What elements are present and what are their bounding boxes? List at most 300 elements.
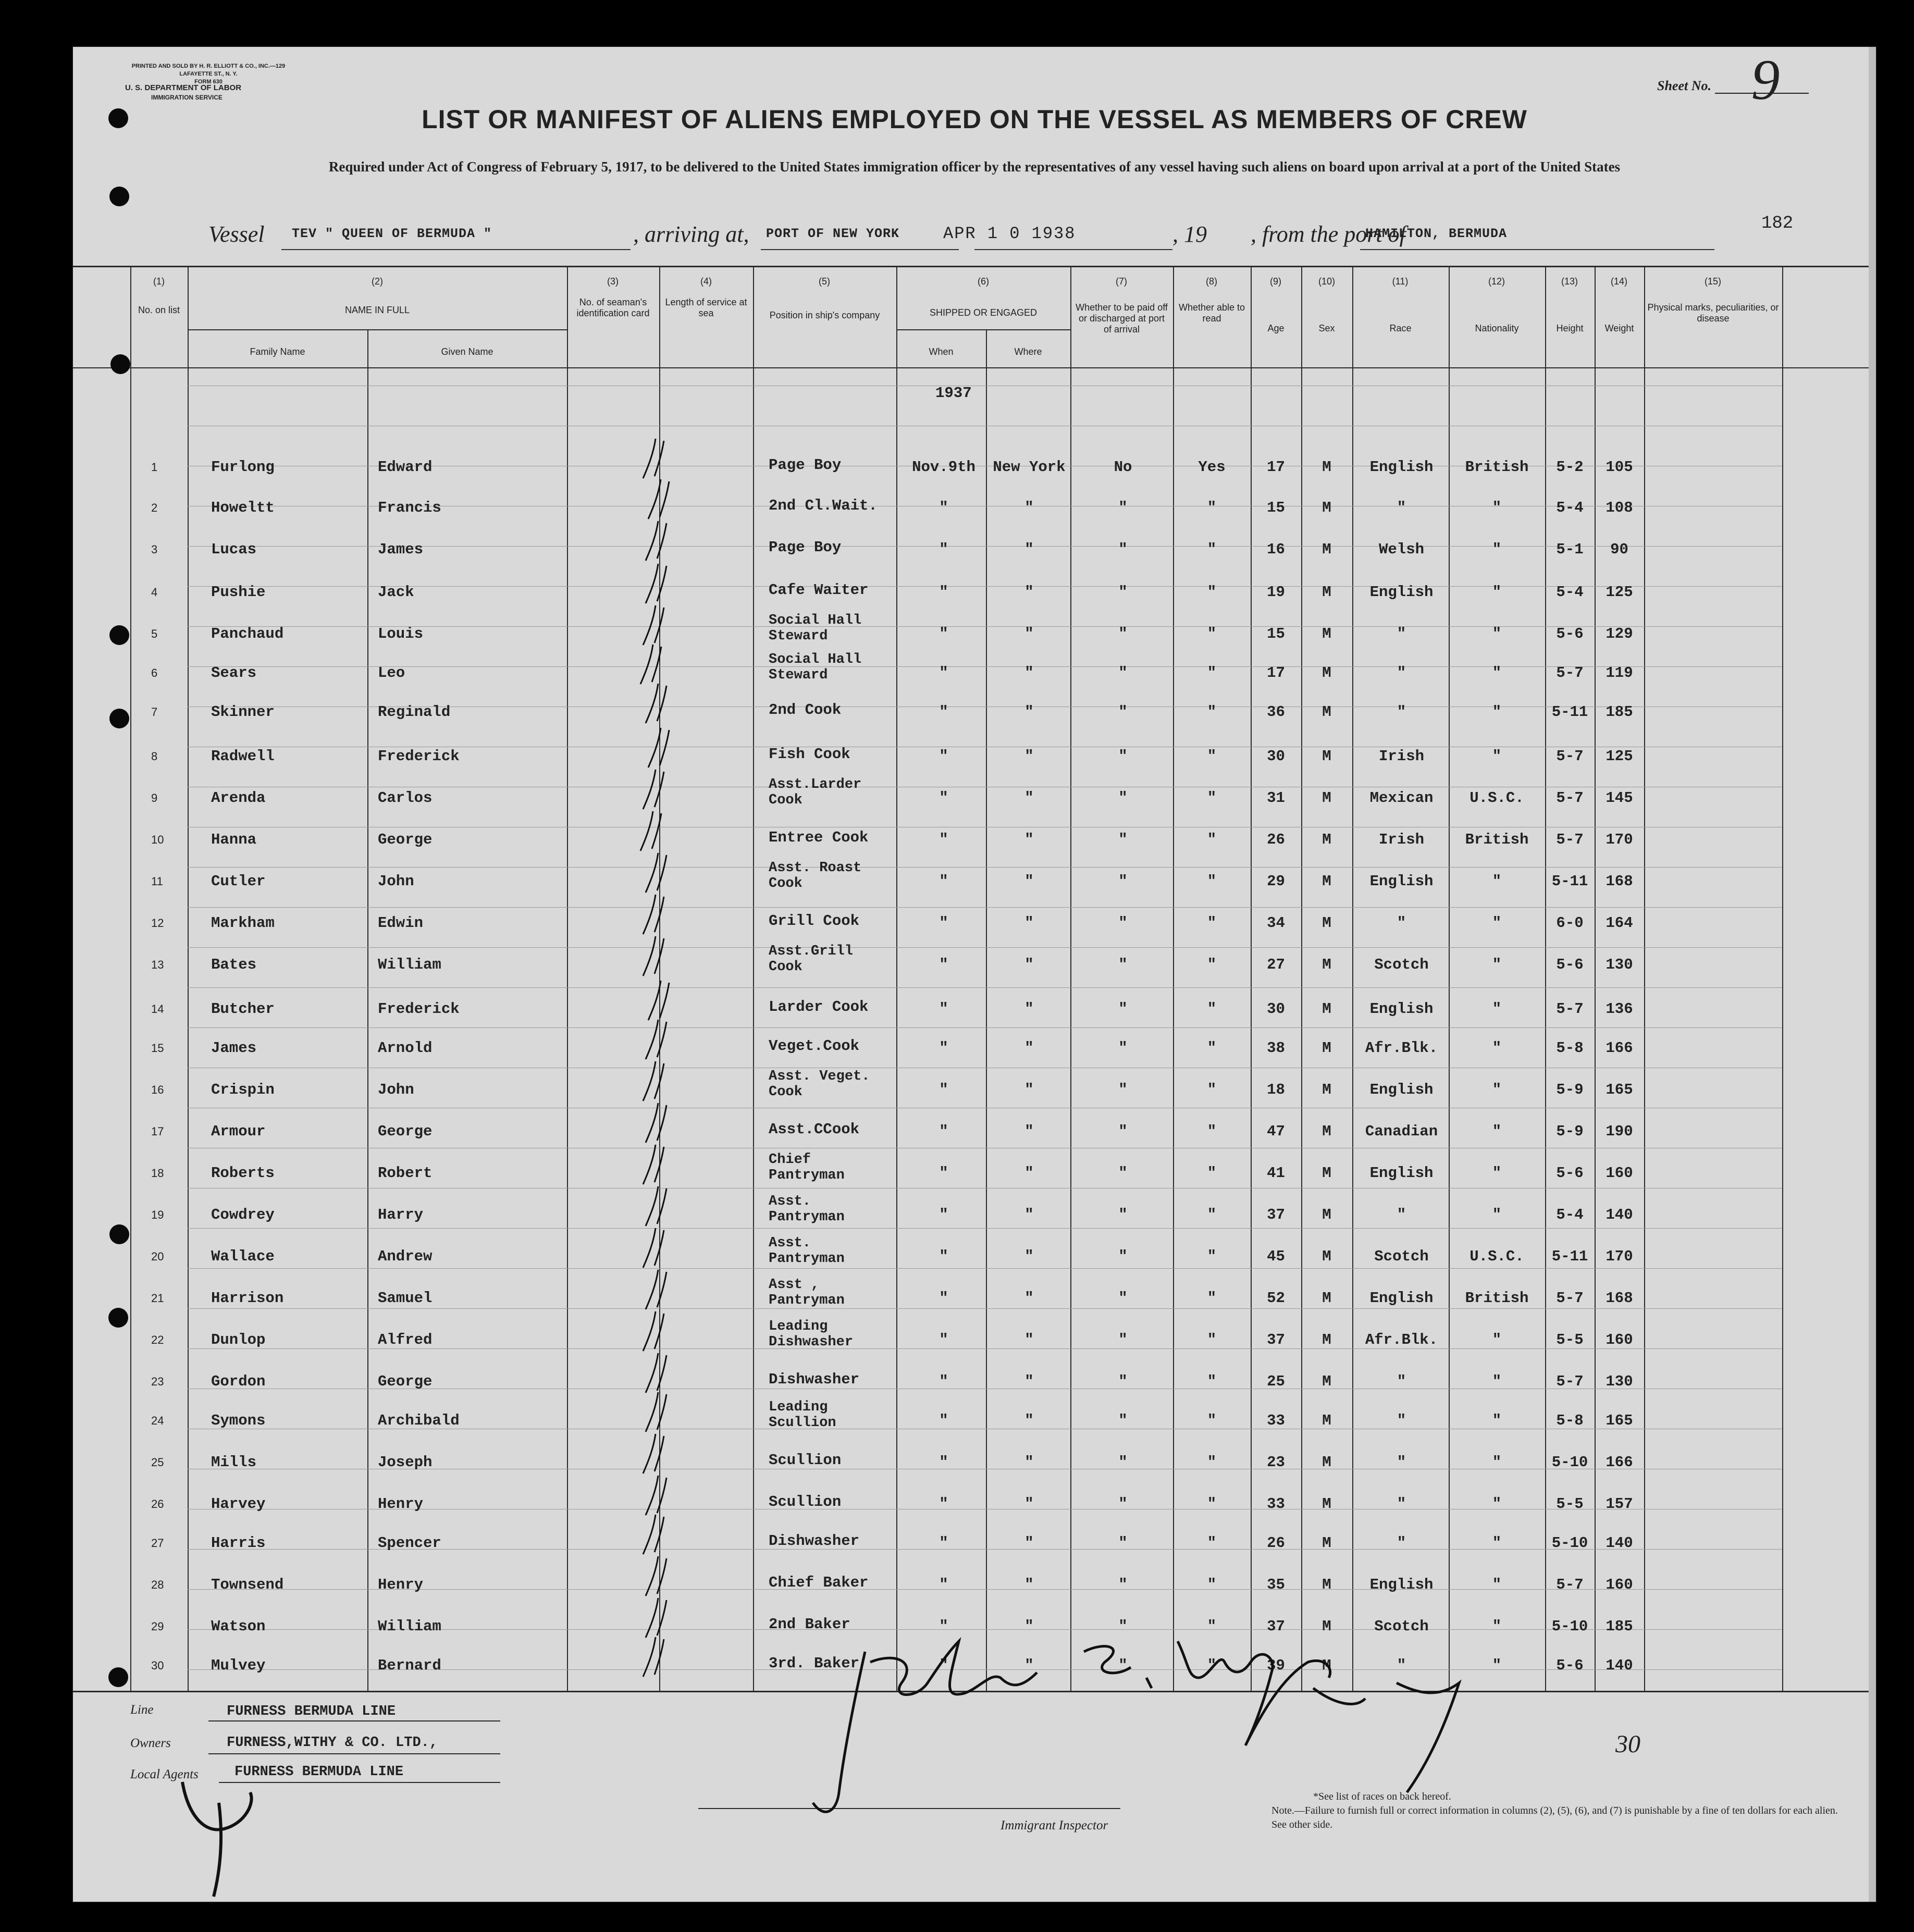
height: 6-0 — [1556, 914, 1584, 932]
footnote-penalty: Note.—Failure to furnish full or correct information in columns (2), (5), (6), and (7) is punishable by a fine of ten dollars for each alien. See other side. — [1271, 1805, 1838, 1830]
weight: 157 — [1606, 1495, 1633, 1513]
check-mark — [646, 478, 672, 520]
height: 5-10 — [1551, 1534, 1588, 1552]
where-engaged: " — [1024, 748, 1034, 765]
race: Welsh — [1378, 541, 1424, 558]
where-engaged: " — [1024, 1123, 1034, 1140]
family-name: Mills — [211, 1454, 257, 1471]
row-number: 5 — [151, 627, 158, 640]
when-engaged: " — [939, 499, 948, 516]
race: " — [1397, 625, 1406, 642]
when-engaged: " — [939, 664, 948, 682]
date-underline — [974, 248, 1172, 250]
given-name-header: Given Name — [441, 346, 493, 357]
column-number: (9) — [1270, 276, 1281, 287]
family-name: Howeltt — [211, 499, 275, 516]
position: Dishwasher — [769, 1532, 860, 1550]
age: 38 — [1267, 1039, 1285, 1057]
position: 2nd Cook — [769, 701, 842, 719]
when-engaged: " — [939, 584, 948, 601]
year-label: , 19 — [1172, 221, 1207, 247]
weight: 145 — [1606, 789, 1633, 807]
position: Dishwasher — [769, 1371, 860, 1388]
able-to-read: " — [1207, 1454, 1217, 1471]
header-bottom-rule — [73, 367, 1876, 368]
paid-off: " — [1118, 1290, 1128, 1307]
where-engaged: " — [1024, 956, 1034, 973]
race: " — [1397, 914, 1406, 932]
when-engaged: " — [939, 541, 948, 558]
able-to-read: " — [1207, 1165, 1217, 1182]
nationality: " — [1492, 1081, 1502, 1098]
able-to-read-header: Whether able to read — [1178, 302, 1245, 324]
punch-hole — [109, 1224, 129, 1244]
check-mark — [644, 520, 670, 562]
able-to-read: " — [1207, 956, 1217, 973]
height: 5-5 — [1556, 1495, 1584, 1513]
where-engaged: " — [1024, 1331, 1034, 1348]
sex: M — [1322, 703, 1331, 721]
age: 26 — [1267, 1534, 1285, 1552]
position-line-2: Pantryman — [769, 1251, 845, 1267]
department-name: U. S. DEPARTMENT OF LABOR — [125, 83, 242, 92]
weight-header: Weight — [1604, 323, 1634, 333]
weight: 185 — [1606, 703, 1633, 721]
able-to-read: " — [1207, 1206, 1217, 1223]
sex: M — [1322, 831, 1331, 848]
family-name: Symons — [211, 1412, 266, 1429]
inspector-signature — [792, 1620, 1522, 1824]
printer-credit — [115, 63, 302, 86]
race: Irish — [1378, 748, 1424, 765]
height: 5-7 — [1556, 831, 1584, 848]
weight: 140 — [1606, 1206, 1633, 1223]
sex: M — [1322, 499, 1331, 516]
column-number: (8) — [1206, 276, 1217, 287]
height: 5-10 — [1551, 1454, 1588, 1471]
weight: 168 — [1606, 1290, 1633, 1307]
column-rule — [1595, 266, 1596, 1691]
vessel-name: TEV " QUEEN OF BERMUDA " — [292, 226, 492, 241]
nationality: " — [1492, 584, 1502, 601]
weight: 185 — [1606, 1618, 1633, 1635]
given-name: Spencer — [378, 1534, 441, 1552]
punch-hole — [109, 625, 129, 645]
nationality: " — [1492, 1495, 1502, 1513]
able-to-read: " — [1207, 1000, 1217, 1018]
able-to-read: " — [1207, 1081, 1217, 1098]
race: Scotch — [1374, 1248, 1429, 1265]
given-name: Archibald — [378, 1412, 460, 1429]
position-line-2: Dishwasher — [769, 1334, 854, 1350]
paid-off: " — [1118, 1248, 1128, 1265]
position-line-2: Cook — [769, 792, 802, 808]
check-mark — [644, 683, 670, 724]
name-in-full-header: NAME IN FULL — [344, 305, 410, 315]
sex: M — [1322, 1206, 1331, 1223]
paid-off: " — [1118, 1039, 1128, 1057]
position-line-2: Pantryman — [769, 1293, 845, 1308]
given-name: Samuel — [378, 1290, 433, 1307]
tally-mark: 30 — [1615, 1730, 1640, 1758]
weight: 170 — [1606, 831, 1633, 848]
position-line-2: Cook — [769, 1084, 802, 1100]
sex-header: Sex — [1318, 323, 1335, 333]
row-number: 29 — [151, 1620, 164, 1633]
where-engaged: " — [1024, 1657, 1034, 1674]
family-name: Radwell — [211, 748, 275, 765]
able-to-read: " — [1207, 873, 1217, 890]
position-line-1: Asst. — [769, 1235, 811, 1251]
family-name: Lucas — [211, 541, 257, 558]
position-line-2: Pantryman — [769, 1168, 845, 1183]
sheet-number-value: 9 — [1751, 48, 1780, 112]
check-mark — [644, 1475, 670, 1516]
age: 41 — [1267, 1165, 1285, 1182]
given-name: Arnold — [378, 1039, 433, 1057]
weight: 168 — [1606, 873, 1633, 890]
shipped-subheader-rule — [896, 329, 1070, 330]
check-mark — [644, 1352, 670, 1394]
inspector-label: Immigrant Inspector — [1001, 1818, 1108, 1832]
position: Scullion — [769, 1452, 842, 1469]
row-number: 22 — [151, 1333, 164, 1346]
height: 5-7 — [1556, 789, 1584, 807]
column-rule — [896, 266, 897, 1691]
punch-hole — [108, 1308, 128, 1328]
height: 5-8 — [1556, 1412, 1584, 1429]
row-number: 21 — [151, 1292, 164, 1305]
weight: 90 — [1610, 541, 1628, 558]
given-name: Edwin — [378, 914, 424, 932]
able-to-read: " — [1207, 914, 1217, 932]
check-mark — [644, 563, 670, 604]
weight: 108 — [1606, 499, 1633, 516]
printer-text: PRINTED AND SOLD BY H. R. ELLIOTT & CO., INC.—129 LAFAYETTE ST., N. Y. — [131, 63, 286, 77]
footnote-races: *See list of races on back hereof. — [1313, 1791, 1451, 1802]
age: 33 — [1267, 1495, 1285, 1513]
row-number: 26 — [151, 1497, 164, 1510]
row-number: 20 — [151, 1250, 164, 1263]
column-number: (6) — [978, 276, 989, 287]
owners-underline — [208, 1753, 500, 1754]
check-mark — [646, 727, 672, 769]
line-value: FURNESS BERMUDA LINE — [227, 1704, 396, 1719]
sex: M — [1322, 459, 1331, 476]
punch-hole — [108, 1667, 128, 1687]
sex: M — [1322, 625, 1331, 642]
shipped-engaged-header: SHIPPED OR ENGAGED — [929, 307, 1038, 318]
vessel-label: Vessel — [208, 221, 265, 247]
physical-marks-header: Physical marks, peculiarities, or disease — [1647, 302, 1779, 324]
port-underline — [761, 248, 959, 250]
line-underline — [208, 1720, 500, 1722]
row-rule — [188, 666, 1782, 667]
given-name: John — [378, 1081, 414, 1098]
agents-value: FURNESS BERMUDA LINE — [234, 1764, 404, 1780]
given-name: Henry — [378, 1576, 424, 1593]
column-number: (11) — [1392, 276, 1409, 287]
when-engaged: " — [939, 956, 948, 973]
able-to-read: " — [1207, 1657, 1217, 1674]
weight: 160 — [1606, 1331, 1633, 1348]
race: English — [1369, 1000, 1434, 1018]
row-rule — [188, 546, 1782, 547]
column-number: (2) — [372, 276, 383, 287]
where-engaged: " — [1024, 1165, 1034, 1182]
height: 5-4 — [1556, 499, 1584, 516]
check-mark — [641, 1636, 667, 1678]
age: 37 — [1267, 1618, 1285, 1635]
column-number: (13) — [1561, 276, 1578, 287]
row-number: 15 — [151, 1042, 164, 1055]
row-rule — [188, 586, 1782, 587]
row-number: 16 — [151, 1083, 164, 1096]
where-engaged: " — [1024, 625, 1034, 642]
height: 5-9 — [1556, 1081, 1584, 1098]
race: " — [1397, 1454, 1406, 1471]
paid-off: " — [1118, 1123, 1128, 1140]
paid-off: " — [1118, 873, 1128, 890]
able-to-read: " — [1207, 1412, 1217, 1429]
age: 36 — [1267, 703, 1285, 721]
when-engaged: " — [939, 1039, 948, 1057]
service-name: IMMIGRATION SERVICE — [151, 94, 223, 101]
age: 34 — [1267, 914, 1285, 932]
given-name: George — [378, 1123, 433, 1140]
position-line-1: Asst.Larder — [769, 777, 862, 792]
race: Scotch — [1374, 956, 1429, 973]
given-name: Bernard — [378, 1657, 441, 1674]
race: " — [1397, 664, 1406, 682]
when-engaged: " — [939, 1206, 948, 1223]
paid-off: " — [1118, 1206, 1128, 1223]
position: Asst.CCook — [769, 1121, 860, 1138]
row-number: 19 — [151, 1208, 164, 1221]
agents-label: Local Agents — [130, 1767, 199, 1781]
able-to-read: " — [1207, 1373, 1217, 1390]
column-rule — [1782, 266, 1783, 1691]
age: 30 — [1267, 1000, 1285, 1018]
column-rule — [1449, 266, 1450, 1691]
when-engaged: " — [939, 789, 948, 807]
nationality: British — [1465, 831, 1529, 848]
where-engaged: " — [1024, 1000, 1034, 1018]
nationality: " — [1492, 1454, 1502, 1471]
given-name: William — [378, 956, 441, 973]
where-engaged: " — [1024, 789, 1034, 807]
row-rule — [188, 1268, 1782, 1269]
paid-off: " — [1118, 1412, 1128, 1429]
able-to-read: " — [1207, 499, 1217, 516]
age: 45 — [1267, 1248, 1285, 1265]
row-number: 13 — [151, 958, 164, 971]
family-name: Cutler — [211, 873, 266, 890]
column-rule — [753, 266, 754, 1691]
row-number: 27 — [151, 1537, 164, 1550]
row-rule — [188, 1228, 1782, 1229]
sex: M — [1322, 873, 1331, 890]
weight: 119 — [1606, 664, 1633, 682]
sex: M — [1322, 1248, 1331, 1265]
row-number: 7 — [151, 705, 158, 719]
given-name: Edward — [378, 459, 433, 476]
row-rule — [188, 1027, 1782, 1028]
able-to-read: " — [1207, 1331, 1217, 1348]
position-line-2: Pantryman — [769, 1209, 845, 1225]
race: English — [1369, 1290, 1434, 1307]
weight: 136 — [1606, 1000, 1633, 1018]
weight: 130 — [1606, 956, 1633, 973]
given-name: Francis — [378, 499, 441, 516]
race: English — [1369, 1081, 1434, 1098]
nationality: " — [1492, 1534, 1502, 1552]
when-engaged: " — [939, 914, 948, 932]
family-name: Armour — [211, 1123, 266, 1140]
family-name: James — [211, 1039, 257, 1057]
sex: M — [1322, 914, 1331, 932]
row-number: 28 — [151, 1578, 164, 1591]
row-number: 9 — [151, 791, 158, 804]
where-engaged: " — [1024, 1290, 1034, 1307]
family-name: Markham — [211, 914, 275, 932]
family-name-header: Family Name — [250, 346, 305, 357]
column-number: (14) — [1610, 276, 1627, 287]
when-engaged: " — [939, 1412, 948, 1429]
column-rule — [986, 329, 987, 1691]
position-line-1: Asst.Grill — [769, 944, 854, 959]
when-engaged: " — [939, 831, 948, 848]
height: 5-7 — [1556, 1373, 1584, 1390]
row-number: 4 — [151, 586, 158, 599]
check-mark — [644, 1391, 670, 1433]
paid-off: " — [1118, 541, 1128, 558]
given-name: Louis — [378, 625, 424, 642]
family-name: Crispin — [211, 1081, 275, 1098]
able-to-read: " — [1207, 1248, 1217, 1265]
nationality: " — [1492, 541, 1502, 558]
family-name: Dunlop — [211, 1331, 266, 1348]
column-rule — [188, 266, 189, 1691]
when-engaged: " — [939, 1373, 948, 1390]
nationality: British — [1465, 459, 1529, 476]
position-line-1: Chief — [769, 1152, 811, 1168]
race: English — [1369, 584, 1434, 601]
family-name: Sears — [211, 664, 257, 682]
given-name: Carlos — [378, 789, 433, 807]
position: Chief Baker — [769, 1574, 869, 1591]
when-engaged: " — [939, 1123, 948, 1140]
sex: M — [1322, 1123, 1331, 1140]
paid-off: " — [1118, 789, 1128, 807]
race: " — [1397, 1534, 1406, 1552]
race: English — [1369, 873, 1434, 890]
given-name: Leo — [378, 664, 405, 682]
row-number: 10 — [151, 833, 164, 846]
where-engaged: " — [1024, 914, 1034, 932]
when-engaged: " — [939, 1576, 948, 1593]
header-top-rule — [73, 266, 1876, 267]
given-name: Joseph — [378, 1454, 433, 1471]
nationality: " — [1492, 625, 1502, 642]
position: Fish Cook — [769, 746, 850, 763]
vessel-underline — [281, 248, 631, 250]
where-engaged: " — [1024, 1495, 1034, 1513]
nationality: " — [1492, 1000, 1502, 1018]
able-to-read: " — [1207, 1618, 1217, 1635]
position-line-1: Asst. Veget. — [769, 1069, 870, 1084]
column-rule — [1644, 266, 1645, 1691]
position-line-1: Leading — [769, 1319, 828, 1334]
age: 37 — [1267, 1331, 1285, 1348]
check-mark — [644, 1269, 670, 1310]
column-rule — [1301, 266, 1302, 1691]
check-mark — [641, 1060, 667, 1102]
row-rule — [188, 1308, 1782, 1309]
where-engaged: New York — [993, 459, 1066, 476]
family-name: Bates — [211, 956, 257, 973]
height: 5-6 — [1556, 1657, 1584, 1674]
check-mark — [644, 1102, 670, 1144]
age: 17 — [1267, 664, 1285, 682]
sex: M — [1322, 956, 1331, 973]
paid-off: " — [1118, 748, 1128, 765]
sex: M — [1322, 1373, 1331, 1390]
sex: M — [1322, 1657, 1331, 1674]
age: 19 — [1267, 584, 1285, 601]
line-label: Line — [130, 1703, 154, 1717]
column-rule — [367, 329, 368, 1691]
nationality: " — [1492, 1412, 1502, 1429]
given-name: Harry — [378, 1206, 424, 1223]
position: Grill Cook — [769, 912, 860, 930]
sex: M — [1322, 789, 1331, 807]
paid-off: " — [1118, 956, 1128, 973]
nationality: U.S.C. — [1470, 1248, 1524, 1265]
height: 5-11 — [1551, 703, 1588, 721]
page-number: 182 — [1761, 214, 1794, 233]
position-line-2: Steward — [769, 628, 828, 644]
race: " — [1397, 1206, 1406, 1223]
height: 5-6 — [1556, 625, 1584, 642]
paid-off: No — [1114, 459, 1132, 476]
nationality: " — [1492, 1657, 1502, 1674]
able-to-read: " — [1207, 1290, 1217, 1307]
race: " — [1397, 499, 1406, 516]
race: Afr.Blk. — [1365, 1331, 1438, 1348]
row-number: 2 — [151, 501, 158, 514]
race: " — [1397, 1412, 1406, 1429]
height: 5-11 — [1551, 1248, 1588, 1265]
column-rule — [1173, 266, 1174, 1691]
able-to-read: " — [1207, 584, 1217, 601]
nationality: " — [1492, 499, 1502, 516]
position-line-1: Asst. — [769, 1194, 811, 1209]
when-engaged: " — [939, 703, 948, 721]
position-line-2: Cook — [769, 876, 802, 891]
row-number: 25 — [151, 1456, 164, 1469]
able-to-read: " — [1207, 664, 1217, 682]
nationality: " — [1492, 1206, 1502, 1223]
family-name: Gordon — [211, 1373, 266, 1390]
when-engaged: " — [939, 1248, 948, 1265]
check-mark — [644, 1019, 670, 1060]
paid-off: " — [1118, 584, 1128, 601]
where-engaged: " — [1024, 1576, 1034, 1593]
sex: M — [1322, 1081, 1331, 1098]
where-engaged: " — [1024, 1618, 1034, 1635]
nationality: " — [1492, 1618, 1502, 1635]
